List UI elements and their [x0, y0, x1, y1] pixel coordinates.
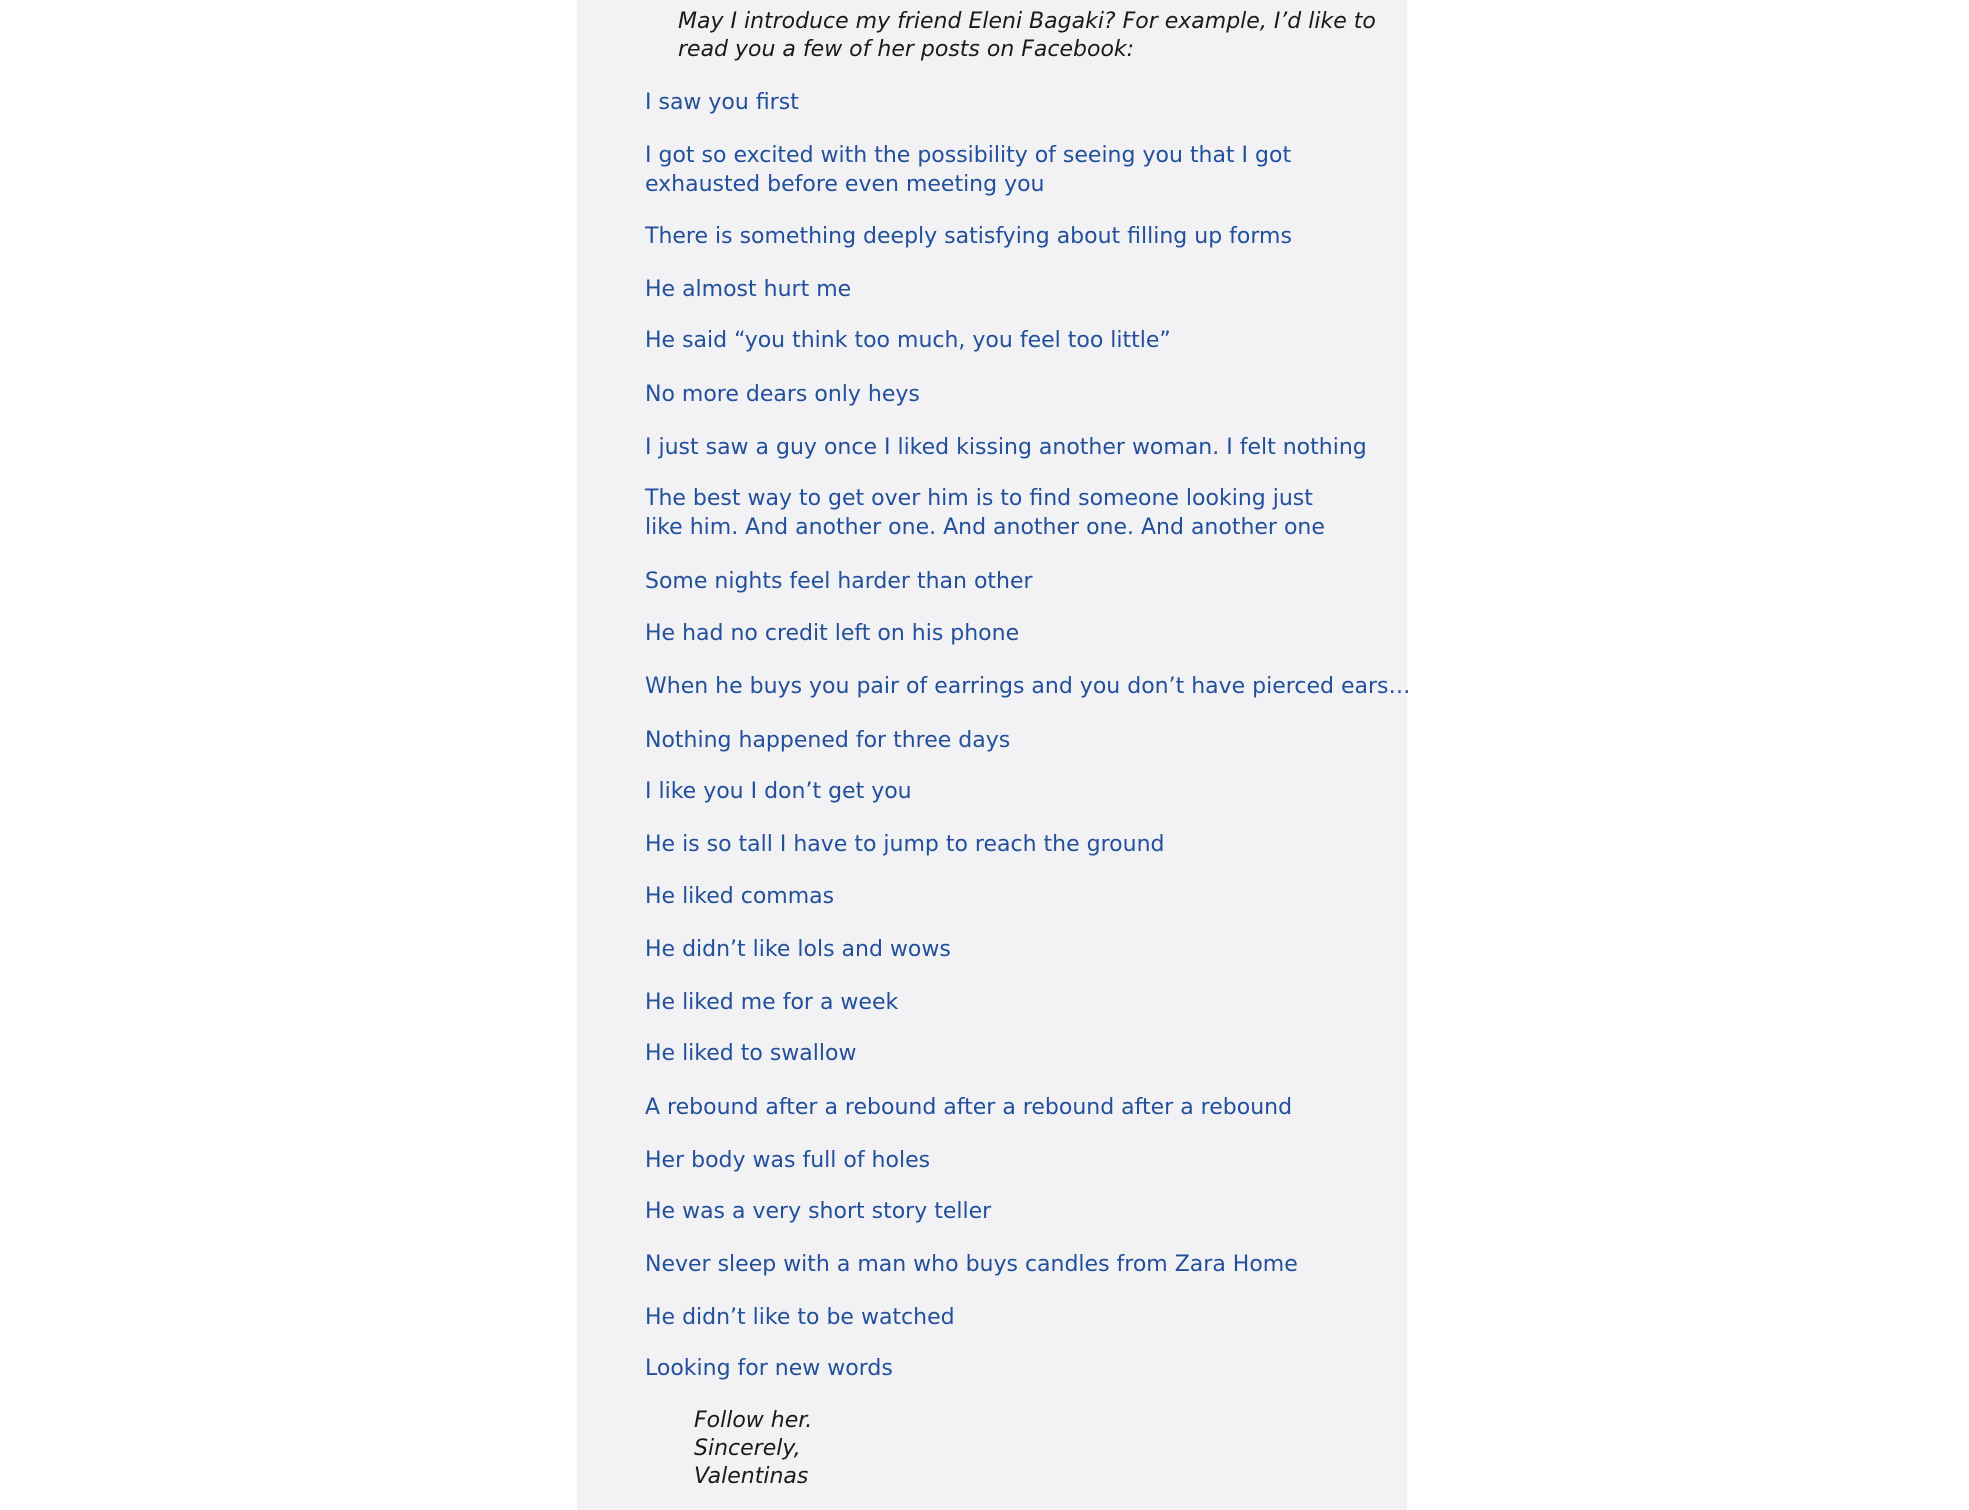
post-item: He didn’t like lols and wows — [645, 937, 951, 962]
post-item: He had no credit left on his phone — [645, 621, 1020, 646]
post-item: The best way to get over him is to find someone looking just like him. And another one. And another one. And another one — [645, 486, 1325, 540]
post-item: He liked to swallow — [645, 1041, 857, 1066]
post-item: He was a very short story teller — [645, 1199, 992, 1224]
post-item: He liked me for a week — [645, 990, 899, 1015]
intro-line-2: read you a few of her posts on Facebook: — [678, 37, 1135, 62]
post-item: No more dears only heys — [645, 382, 920, 407]
post-item: Never sleep with a man who buys candles from Zara Home — [645, 1252, 1298, 1277]
post-item: There is something deeply satisfying about filling up forms — [645, 224, 1292, 249]
post-item: I saw you first — [645, 90, 799, 115]
post-item: He said “you think too much, you feel too little” — [645, 328, 1171, 353]
post-item: Her body was full of holes — [645, 1148, 931, 1173]
signoff-line-2: Sincerely, — [694, 1436, 801, 1461]
signoff-signature: Valentinas — [694, 1464, 809, 1489]
post-item: When he buys you pair of earrings and you don’t have pierced ears… — [645, 674, 1411, 699]
post-item: I like you I don’t get you — [645, 779, 912, 804]
intro-line-1: May I introduce my friend Eleni Bagaki? For example, I’d like to — [678, 9, 1376, 34]
signoff-line-1: Follow her. — [694, 1408, 813, 1433]
post-item: Looking for new words — [645, 1356, 893, 1381]
post-item: He didn’t like to be watched — [645, 1305, 955, 1330]
post-item: He almost hurt me — [645, 277, 852, 302]
signoff — [694, 1407, 812, 1491]
post-item: Some nights feel harder than other — [645, 569, 1033, 594]
post-item: A rebound after a rebound after a rebound after a rebound — [645, 1095, 1293, 1120]
post-item: I just saw a guy once I liked kissing another woman. I felt nothing — [645, 435, 1367, 460]
post-item: He liked commas — [645, 884, 835, 909]
post-item: Nothing happened for three days — [645, 728, 1011, 753]
intro-paragraph — [678, 8, 1378, 64]
post-item: He is so tall I have to jump to reach the ground — [645, 832, 1165, 857]
post-item: I got so excited with the possibility of seeing you that I got exhausted before even meeting you — [645, 143, 1292, 197]
